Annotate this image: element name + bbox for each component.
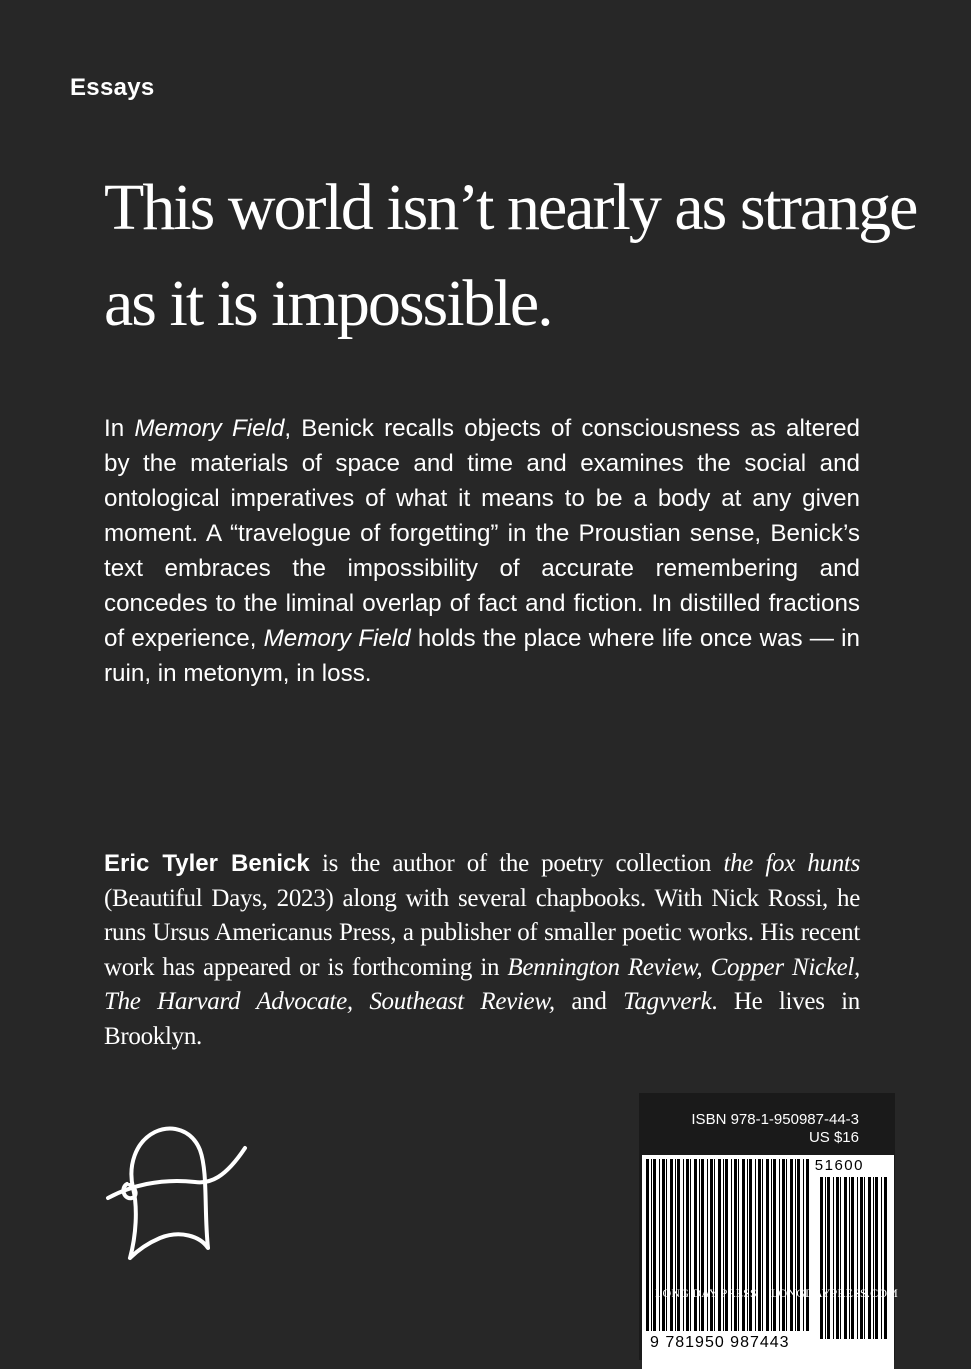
bio-text: and bbox=[554, 988, 624, 1015]
headline-line-1: This world isn’t nearly as strange bbox=[104, 171, 917, 244]
price: US $16 bbox=[808, 1129, 859, 1146]
description-text: holds the place where life once was — in ruin, in metonym, in loss. bbox=[104, 625, 860, 687]
book-title: Memory Field bbox=[134, 415, 285, 442]
description-text: , Benick recalls objects of consciousness as altered by the materials of space and time and examines the social and ontological imperatives of what it means to be a body at any given moment. A “travelogue of forgetting” in the Proustian sense, Benick’s text embraces the impossibility of accurate remembering and concedes to the liminal overlap of fact and fiction. In distilled fractions of experience, bbox=[104, 415, 860, 652]
isbn-block bbox=[691, 1111, 859, 1147]
book-description bbox=[104, 411, 860, 691]
long-day-press-logo-icon bbox=[100, 1108, 260, 1268]
author-bio bbox=[104, 847, 860, 1054]
publisher-website: LONGDAYPRESS.COM bbox=[770, 1286, 899, 1300]
headline bbox=[104, 160, 917, 352]
publisher-name: LONG DAY PRESS bbox=[655, 1286, 757, 1300]
bio-journal-last: Tagvverk bbox=[623, 988, 712, 1015]
isbn-number: ISBN 978-1-950987-44-3 bbox=[691, 1111, 859, 1128]
category-label: Essays bbox=[70, 74, 155, 101]
bio-book-title: the fox hunts bbox=[723, 850, 861, 877]
publisher-line bbox=[655, 1286, 898, 1301]
barcode bbox=[642, 1155, 894, 1369]
barcode-panel bbox=[639, 1093, 899, 1360]
bio-text: (Beautiful Days, 2023) along with several chapbooks. With Nick Rossi, he runs Ursus Americanus Press, a publisher of smaller poetic works. His recent work has appeared or is forthcoming in bbox=[104, 884, 860, 981]
barcode-digits: 9 781950 987443 bbox=[650, 1334, 790, 1351]
author-name: Eric Tyler Benick bbox=[104, 850, 310, 877]
book-title: Memory Field bbox=[263, 625, 411, 652]
bio-text: . He lives in Brooklyn. bbox=[104, 988, 860, 1050]
headline-line-2: as it is impossible. bbox=[104, 267, 552, 340]
addon-digits: 51600 bbox=[814, 1157, 864, 1174]
bio-journals: Bennington Review, Copper Nickel, The Harvard Advocate, Southeast Review, bbox=[104, 953, 860, 1015]
bio-text: is the author of the poetry collection bbox=[309, 850, 724, 877]
description-text: In bbox=[104, 415, 135, 442]
